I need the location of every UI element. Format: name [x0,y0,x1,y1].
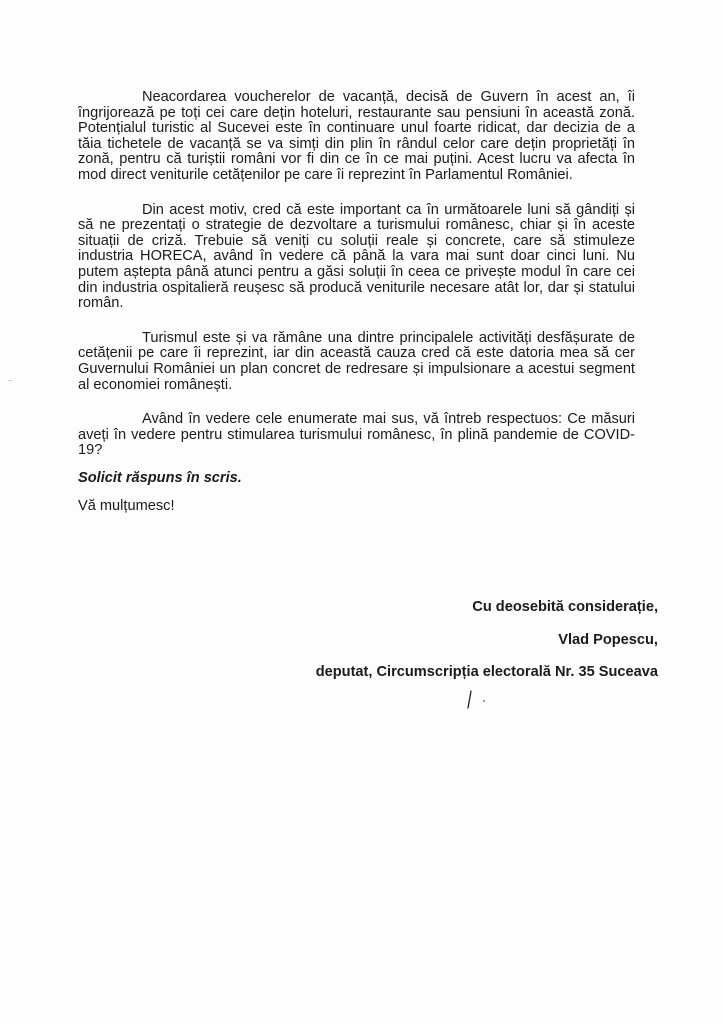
signatory-position: deputat, Circumscripția electorală Nr. 35 Suceava [315,664,658,680]
letter-body [78,90,635,478]
paragraph-strategy: Din acest motiv, cred că este important ca în următoarele luni să gândiți și să ne prezentați o strategie de dezvoltare a turismului românesc, chiar și în aceste situații de criză. Trebuie să veniți cu soluții reale și concrete, care să stimuleze industria HORECA, având în vedere că până la vara mai sunt doar cinci luni. Nu putem aștepta până atunci pentru a găsi soluții în ceea ce privește modul în care cei din industria ospitalieră reușesc să producă veniturile necesare atât lor, dar și statului român. [78,201,635,312]
thanks-line: Vă mulțumesc! [78,498,175,514]
closing-salutation: Cu deosebită considerație, [472,599,658,615]
signature-stroke [462,688,492,710]
paragraph-vouchers: Neacordarea voucherelor de vacanță, decisă de Guvern în acest an, îi îngrijorează pe toți cei care dețin hoteluri, restaurante sau pensiuni în această zonă. Potențialul turistic al Sucevei este în continuare unul foarte ridicat, dar decizia de a tăia tichetele de vacanță se va simți din plin în rândul celor care dețin proprietăți în zonă, pentru că turiștii români vor fi din ce în ce mai puțini. Acest lucru va afecta în mod direct veniturile cetățenilor pe care îi reprezint în Parlamentul României. [78,89,635,183]
paragraph-tourism: Turismul este și va rămâne una dintre principalele activități desfășurate de cetățenii pe care îi reprezint, iar din această cauza cred că este datoria mea să cer Guvernului României un plan concret de redresare și impulsionare a acestui segment al economiei românești. [78,329,635,393]
signatory-name: Vlad Popescu, [558,632,658,648]
margin-mark [8,380,12,381]
paragraph-question: Având în vedere cele enumerate mai sus, vă întreb respectuos: Ce măsuri aveți în vedere pentru stimularea turismului românesc, în plină pandemie de COVID-19? [78,411,635,459]
written-answer-request: Solicit răspuns în scris. [78,470,242,486]
